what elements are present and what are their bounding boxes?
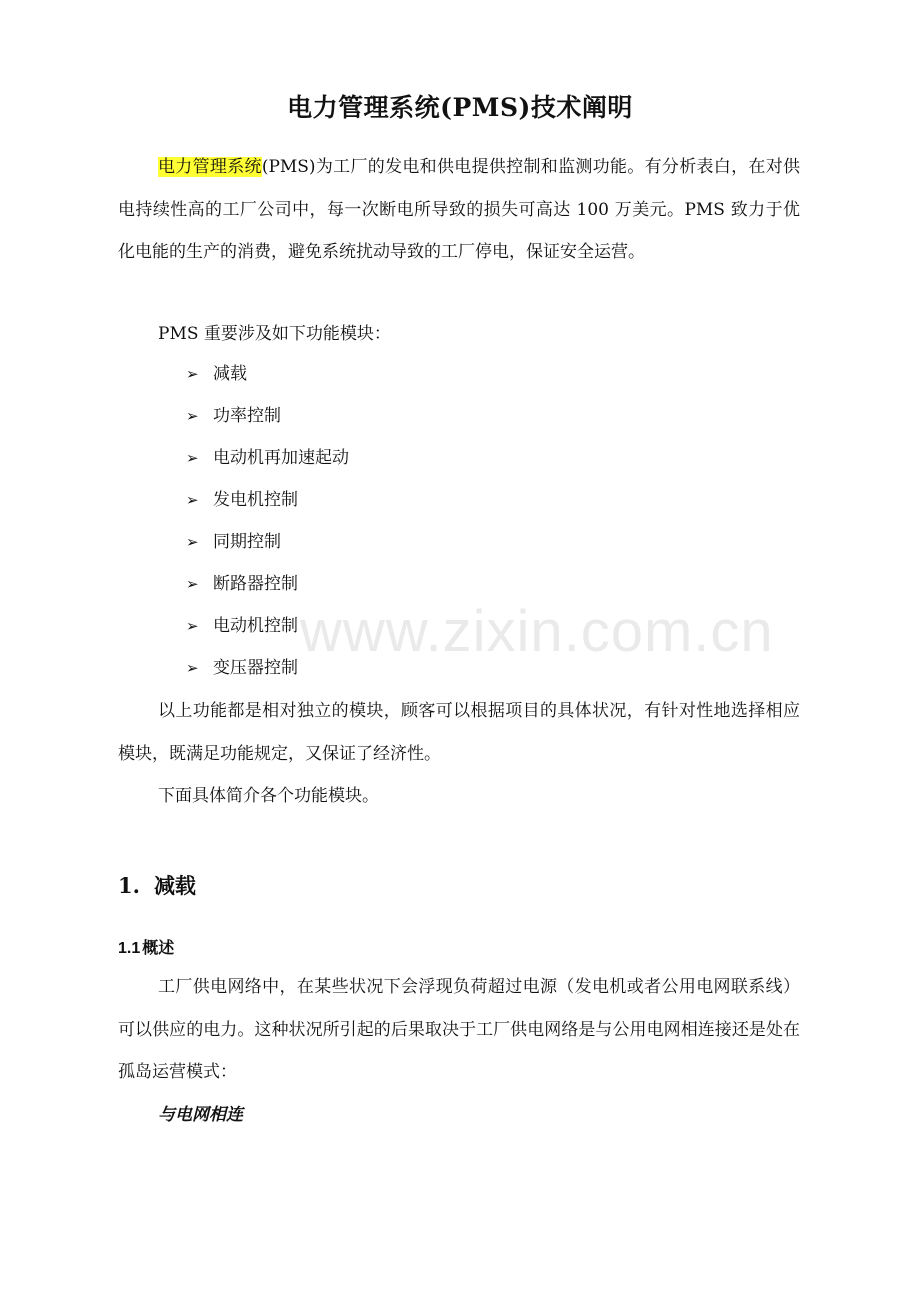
arrow-right-icon: ➢ xyxy=(186,491,199,509)
arrow-right-icon: ➢ xyxy=(186,365,199,383)
overview-paragraph: 工厂供电网络中，在某些状况下会浮现负荷超过电源（发电机或者公用电网联系线）可以供应的电力。这种状况所引起的后果取决于工厂供电网络是与公用电网相连接还是处在孤岛运营模式： xyxy=(118,977,800,1083)
subsection-heading xyxy=(118,935,174,958)
document-title: 电力管理系统(PMS)技术阐明 xyxy=(287,93,633,122)
modules-summary-paragraph: 以上功能都是相对独立的模块，顾客可以根据项目的具体状况，有针对性地选择相应模块，既满足功能规定，又保证了经济性。 xyxy=(118,701,800,764)
arrow-right-icon: ➢ xyxy=(186,449,199,467)
arrow-right-icon: ➢ xyxy=(186,617,199,635)
next-paragraph: 下面具体简介各个功能模块。 xyxy=(158,786,379,806)
list-item: ➢ 功率控制 xyxy=(186,395,349,437)
modules-intro: PMS 重要涉及如下功能模块： xyxy=(158,324,391,344)
watermark: www.zixin.com.cn xyxy=(300,599,774,664)
arrow-right-icon: ➢ xyxy=(186,575,199,593)
subsection-number: 1.1 xyxy=(118,940,141,957)
section-title: 减载 xyxy=(153,873,196,898)
subsection-title: 概述 xyxy=(142,938,175,957)
list-item: ➢ 变压器控制 xyxy=(186,647,349,689)
list-item: ➢ 断路器控制 xyxy=(186,563,349,605)
arrow-right-icon: ➢ xyxy=(186,407,199,425)
list-item: ➢ 减载 xyxy=(186,353,349,395)
italic-subheading: 与电网相连 xyxy=(158,1105,243,1125)
arrow-right-icon: ➢ xyxy=(186,659,199,677)
list-item: ➢ 电动机控制 xyxy=(186,605,349,647)
highlighted-term: 电力管理系统 xyxy=(158,157,262,177)
list-item: ➢ 电动机再加速起动 xyxy=(186,437,349,479)
intro-text: (PMS)为工厂的发电和供电提供控制和监测功能。有分析表白，在对供电持续性高的工厂公司中，每一次断电所导致的损失可高达 100 万美元。PMS 致力于优化电能的生产的消费，避免系统扰动导致的工厂停电，保证安全运营。 xyxy=(118,157,800,263)
arrow-right-icon: ➢ xyxy=(186,533,199,551)
section-number: 1. xyxy=(118,873,140,898)
list-item: ➢ 发电机控制 xyxy=(186,479,349,521)
module-list xyxy=(186,353,349,689)
section-heading xyxy=(118,870,196,900)
list-item: ➢ 同期控制 xyxy=(186,521,349,563)
intro-paragraph xyxy=(118,146,800,274)
